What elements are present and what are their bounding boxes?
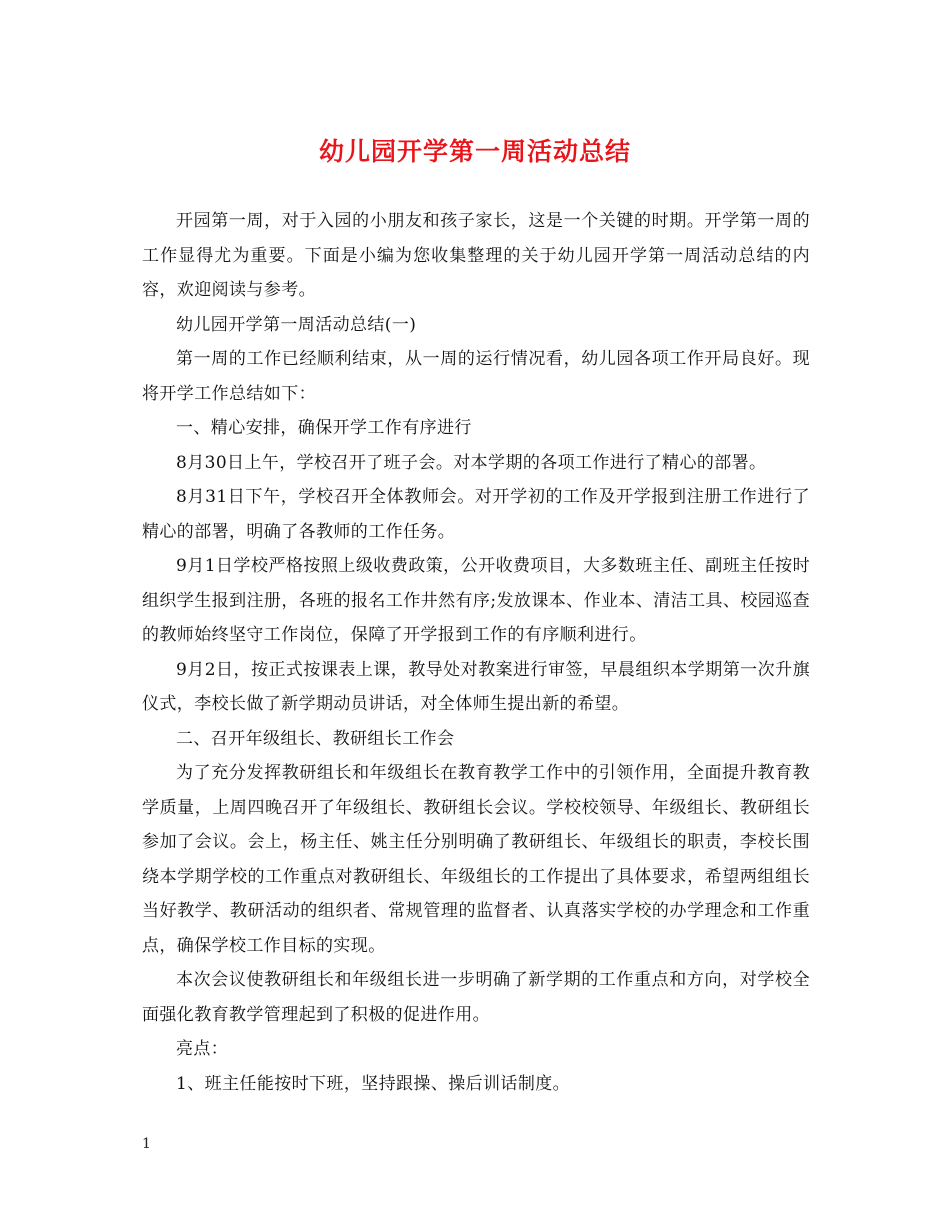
page-number: 1 [142,1136,151,1152]
paragraph: 8月30日上午，学校召开了班子会。对本学期的各项工作进行了精心的部署。 [176,452,767,473]
page-title: 幼儿园开学第一周活动总结 [318,137,631,166]
section-heading: 幼儿园开学第一周活动总结(一) [176,314,417,335]
paragraph: 8月31日下午，学校召开全体教师会。对开学初的工作及开学报到注册工作进行了精心的部署，明确了各教师的工作任务。 [142,487,810,542]
section-heading: 一、精心安排，确保开学工作有序进行 [176,418,472,438]
paragraph: 1、班主任能按时下班，坚持跟操、操后训话制度。 [176,1073,571,1094]
paragraph: 9月1日学校严格按照上级收费政策，公开收费项目，大多数班主任、副班主任按时组织学生报到注册，各班的报名工作井然有序;发放课本、作业本、清洁工具、校园巡查的教师始终坚守工作岗位，保障了开学报到工作的有序顺利进行。 [142,556,810,645]
paragraph: 9月2日，按正式按课表上课，教导处对教案进行审签，早晨组织本学期第一次升旗仪式，李校长做了新学期动员讲话，对全体师生提出新的希望。 [142,659,810,714]
paragraph: 开园第一周，对于入园的小朋友和孩子家长，这是一个关键的时期。开学第一周的工作显得尤为重要。下面是小编为您收集整理的关于幼儿园开学第一周活动总结的内容，欢迎阅读与参考。 [142,211,810,300]
paragraph: 本次会议使教研组长和年级组长进一步明确了新学期的工作重点和方向，对学校全面强化教育教学管理起到了积极的促进作用。 [142,970,810,1025]
paragraph: 第一周的工作已经顺利结束，从一周的运行情况看，幼儿园各项工作开局良好。现将开学工作总结如下： [142,349,810,404]
section-heading: 二、召开年级组长、教研组长工作会 [176,728,455,749]
paragraph: 为了充分发挥教研组长和年级组长在教育教学工作中的引领作用，全面提升教育教学质量，上周四晚召开了年级组长、教研组长会议。学校校领导、年级组长、教研组长参加了会议。会上，杨主任、姚主任分别明确了教研组长、年级组长的职责，李校长围绕本学期学校的工作重点对教研组长、年级组长的工作提出了具体要求，希望两组组长当好教学、教研活动的组织者、常规管理的监督者、认真落实学校的办学理念和工作重点，确保学校工作目标的实现。 [142,763,810,956]
paragraph: 亮点： [176,1039,229,1059]
document-body [142,204,810,1101]
